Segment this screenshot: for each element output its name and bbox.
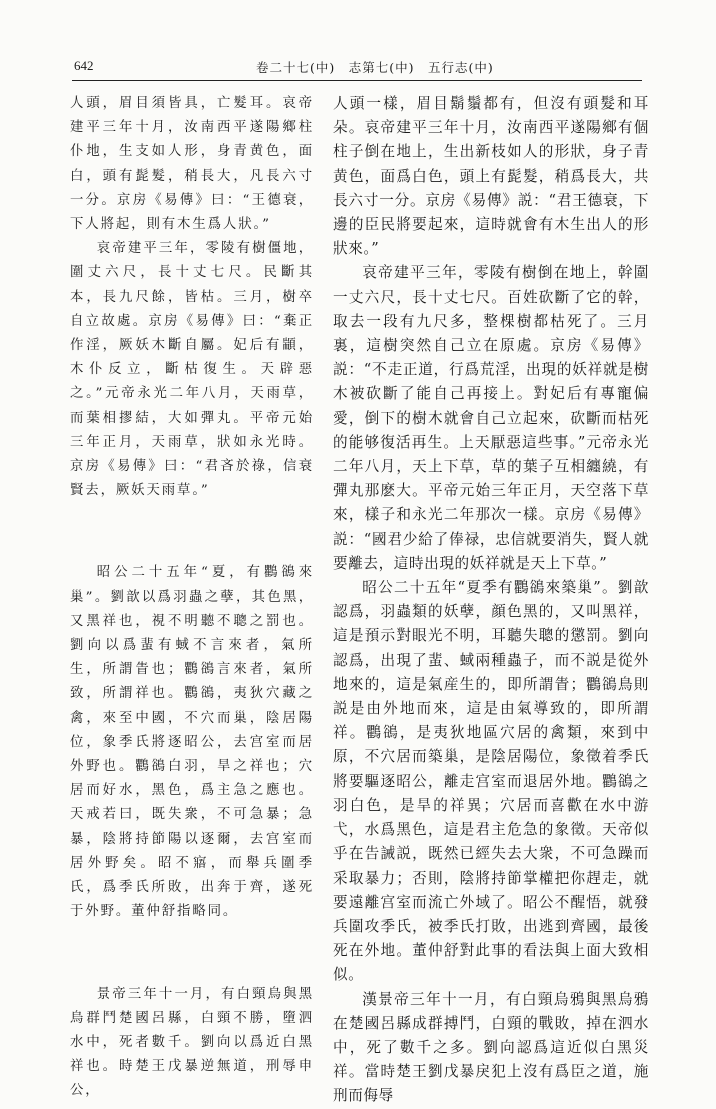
column-spacer xyxy=(70,925,314,983)
column-spacer xyxy=(70,503,314,561)
translation-column xyxy=(333,92,649,1109)
classical-text-column xyxy=(70,92,314,1104)
header-rule xyxy=(72,80,642,81)
classical-paragraph-4: 景帝三年十一月，有白頸烏與黑烏群鬥楚國呂縣，白頸不勝，墮泗水中，死者數千。劉向以爲近白黑祥也。時楚王戊暴逆無道，刑辱申公， xyxy=(70,986,314,1099)
translation-paragraph-4: 漢景帝三年十一月，有白頸烏鴉與黑烏鴉在楚國呂縣成群搏鬥，白頸的戰敗，掉在泗水中，死了數千之多。劉向認爲這近似白黑災祥。當時楚王劉戊暴戾犯上沒有爲臣之道，施刑而侮辱 xyxy=(333,990,649,1105)
page-header xyxy=(0,58,716,78)
translation-paragraph-3: 昭公二十五年“夏季有鸜鵒來築巢”。劉歆認爲，羽蟲類的妖孽，顔色黑的，又叫黑祥，這是預示對眼光不明，耳聽失聰的懲罰。劉向認爲，出現了蜚、蜮兩種蟲子，而不説是從外地來的，這是氣産生的，即所謂眚；鸜鵒鳥則説是由外地而來，這是由氣導致的，即所謂祥。鸜鵒，是夷狄地區穴居的禽類，來到中原，不穴居而築巢，是陰居陽位，象徵着季氏將要驅逐昭公，離走宫室而退居外地。鸜鵒之羽白色，是旱的祥異；穴居而喜歡在水中游弋，水爲黑色，這是君主危急的象徵。天帝似乎在告誡説，既然已經失去大衆，不可急躁而采取暴力；否則，陰將持節掌權把你趕走，就要遠離宫室而流亡外域了。昭公不醒悟，就發兵圍攻季氏，被季氏打敗，出逃到齊國，最後死在外地。董仲舒對此事的看法與上面大致相似。 xyxy=(333,579,649,984)
translation-paragraph-2: 哀帝建平三年，零陵有樹倒在地上，幹圍一丈六尺，長十丈七尺。百姓砍斷了它的幹，取去一段有九尺多，整棵樹都枯死了。三月裏，這樹突然自己立在原處。京房《易傳》説：“不走正道，行爲荒淫，出現的妖祥就是樹木被砍斷了能自己再接上。對妃后有專寵偏愛，倒下的樹木就會自己立起來，砍斷而枯死的能够復活再生。上天厭惡這些事。”元帝永光二年八月，天上下草，草的葉子互相纏繞，有彈丸那麽大。平帝元始三年正月，天空落下草來，樣子和永光二年那次一樣。京房《易傳》説：“國君少給了俸禄，忠信就要消失，賢人就要離去，這時出現的妖祥就是天上下草。” xyxy=(333,264,649,572)
classical-paragraph-1: 人頭，眉目須皆具，亡髮耳。哀帝建平三年十月，汝南西平遂陽鄉柱仆地，生支如人形，身青黄色，面白，頭有髭髮，稍長大，凡長六寸一分。京房《易傳》曰：“王德衰，下人將起，則有木生爲人狀。” xyxy=(70,96,314,233)
classical-paragraph-3: 昭公二十五年“夏，有鸜鵒來巢”。劉歆以爲羽蟲之孽，其色黑，又黑祥也，視不明聽不聰之罰也。劉向以爲蜚有蜮不言來者，氣所生，所謂眚也；鸜鵒言來者，氣所致，所謂祥也。鸜鵒，夷狄穴藏之禽，來至中國，不穴而巢，陰居陽位，象季氏將逐昭公，去宫室而居外野也。鸜鵒白羽，旱之祥也；穴居而好水，黑色，爲主急之應也。天戒若曰，既失衆，不可急暴；急暴，陰將持節陽以逐爾，去宫室而居外野矣。昭不寤，而舉兵圍季氏，爲季氏所敗，出奔于齊，遂死于外野。董仲舒指略同。 xyxy=(70,565,314,920)
classical-paragraph-2: 哀帝建平三年，零陵有樹僵地，圍丈六尺，長十丈七尺。民斷其本，長九尺餘，皆枯。三月，樹卒自立故處。京房《易傳》曰：“棄正作淫，厥妖木斷自屬。妃后有顓，木仆反立，斷枯復生。天辟惡之。”元帝永光二年八月，天雨草，而葉相摎結，大如彈丸。平帝元始三年正月，天雨草，狀如永光時。京房《易傳》曰：“君吝於祿，信衰賢去，厥妖天雨草。” xyxy=(70,241,314,499)
translation-paragraph-1: 人頭一樣，眉目鬍鬚都有，但沒有頭髮和耳朵。哀帝建平三年十月，汝南西平遂陽鄉有個柱子倒在地上，生出新枝如人的形狀，身子青黄色，面爲白色，頭上有髭髮，稍爲長大，共長六寸一分。京房《易傳》説：“君王德衰，下邊的臣民將要起來，這時就會有木生出人的形狀來。” xyxy=(333,95,649,258)
running-title: 卷二十七(中) 志第七(中) 五行志(中) xyxy=(256,60,494,75)
page-number: 642 xyxy=(74,58,94,73)
